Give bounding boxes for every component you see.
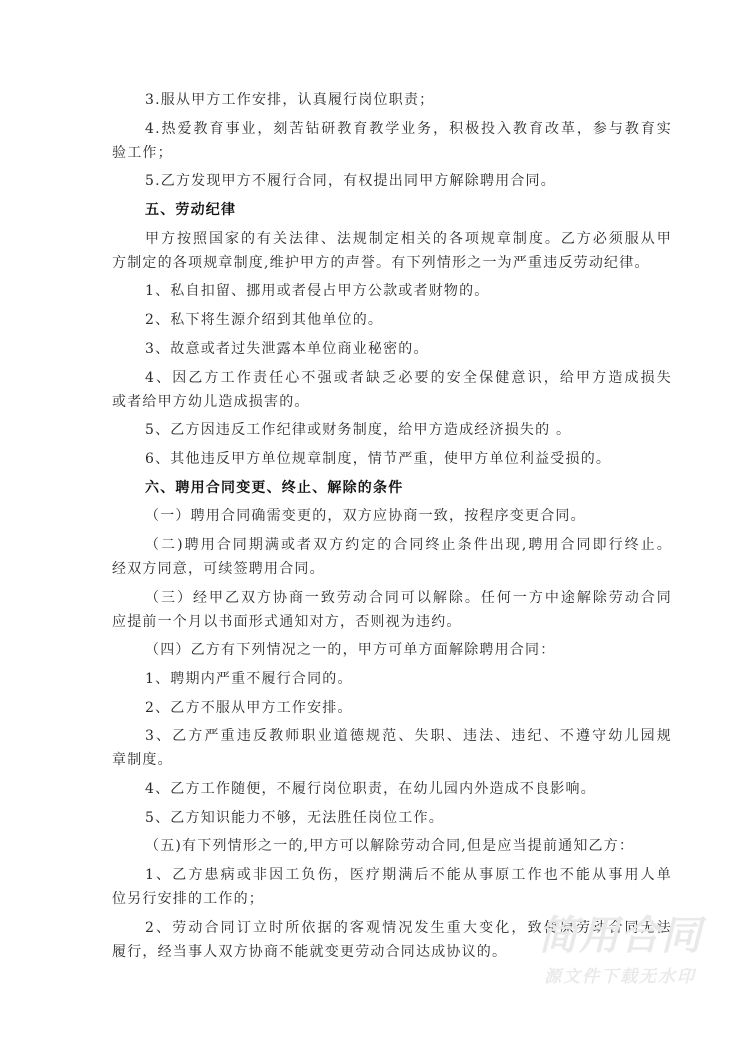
paragraph-line: （三）经甲乙双方协商一致劳动合同可以解除。任何一方中途解除劳动合同 [145,589,672,606]
paragraph-line: 五、劳动纪律 [145,202,237,219]
paragraph-line: 应提前一个月以书面形式通知对方，否则视为违约。 [112,613,462,630]
paragraph [112,834,672,858]
paragraph [112,117,672,165]
paragraph [112,533,672,581]
paragraph [112,279,672,303]
paragraph-line: 六、聘用合同变更、终止、解除的条件 [145,479,404,496]
paragraph-line: 5.乙方发现甲方不履行合同，有权提出同甲方解除聘用合同。 [145,173,556,190]
paragraph [112,638,672,662]
paragraph-line: 6、其他违反甲方单位规章制度，情节严重，使甲方单位利益受损的。 [145,450,612,467]
paragraph [112,777,672,801]
paragraph-line: 2、私下将生源介绍到其他单位的。 [145,312,384,329]
paragraph [112,169,672,193]
paragraph [112,366,672,414]
paragraph-line: 履行，经当事人双方协商不能就变更劳动合同达成协议的。 [112,943,508,960]
paragraph-line: 5、乙方因违反工作纪律或财务制度，给甲方造成经济损失的 。 [145,422,572,439]
paragraph-line: 2、劳动合同订立时所依据的客观情况发生重大变化，致使原劳动合同无法 [145,919,672,936]
paragraph [112,418,672,442]
paragraph [112,724,672,772]
paragraph [112,667,672,691]
paragraph-line: （二)聘用合同期满或者双方约定的合同终止条件出现,聘用合同即行终止。 [145,536,672,553]
watermark-subtitle: 源文件下载无水印 [544,967,696,987]
paragraph-line: 4、因乙方工作责任心不强或者缺乏必要的安全保健意识，给甲方造成损失 [145,369,672,386]
watermark-title: 简用合同 [538,913,702,959]
paragraph [112,806,672,830]
paragraph-line: 4.热爱教育事业，刻苦钻研教育教学业务，积极投入教育改革，参与教育实 [145,120,672,137]
paragraph-line: 2、乙方不服从甲方工作安排。 [145,699,353,716]
paragraph [112,337,672,361]
section-heading [112,198,672,222]
paragraph-line: （一）聘用合同确需变更的，双方应协商一致，按程序变更合同。 [145,508,586,525]
paragraph-line: 1、私自扣留、挪用或者侵占甲方公款或者财物的。 [145,283,490,300]
paragraph [112,227,672,275]
paragraph-line: 验工作； [112,144,173,161]
paragraph [112,586,672,634]
paragraph-line: 甲方按照国家的有关法律、法规制定相关的各项规章制度。乙方必须服从甲 [145,230,672,247]
paragraph-line: 章制度。 [112,752,173,769]
paragraph [112,863,672,911]
paragraph-line: 4、乙方工作随便，不履行岗位职责，在幼儿园内外造成不良影响。 [145,781,596,798]
paragraph [112,88,672,112]
paragraph [112,696,672,720]
section-heading [112,476,672,500]
paragraph [112,447,672,471]
paragraph-line: 经双方同意，可续签聘用合同。 [112,560,325,577]
paragraph-line: 1、聘期内严重不履行合同的。 [145,671,353,687]
paragraph-line: （四）乙方有下列情况之一的，甲方可单方面解除聘用合同： [145,642,556,659]
paragraph-line: （五)有下列情形之一的,甲方可以解除劳动合同,但是应当提前通知乙方： [145,838,635,855]
paragraph [112,504,672,528]
document-body [112,88,672,969]
paragraph-line: 3、故意或者过失泄露本单位商业秘密的。 [145,340,429,357]
paragraph-line: 3、乙方严重违反教师职业道德规范、失职、违法、违纪、不遵守幼儿园规 [145,728,672,745]
paragraph [112,308,672,332]
paragraph-line: 3.服从甲方工作安排，认真履行岗位职责； [145,92,435,108]
paragraph-line: 位另行安排的工作的； [112,891,264,908]
paragraph-line: 或者给甲方幼儿造成损害的。 [112,393,310,410]
paragraph-line: 1、乙方患病或非因工负伤，医疗期满后不能从事原工作也不能从事用人单 [145,867,672,884]
watermark [530,914,710,990]
paragraph-line: 5、乙方知识能力不够，无法胜任岗位工作。 [145,809,444,826]
paragraph-line: 方制定的各项规章制度,维护甲方的声誉。有下列情形之一为严重违反劳动纪律。 [112,254,650,271]
